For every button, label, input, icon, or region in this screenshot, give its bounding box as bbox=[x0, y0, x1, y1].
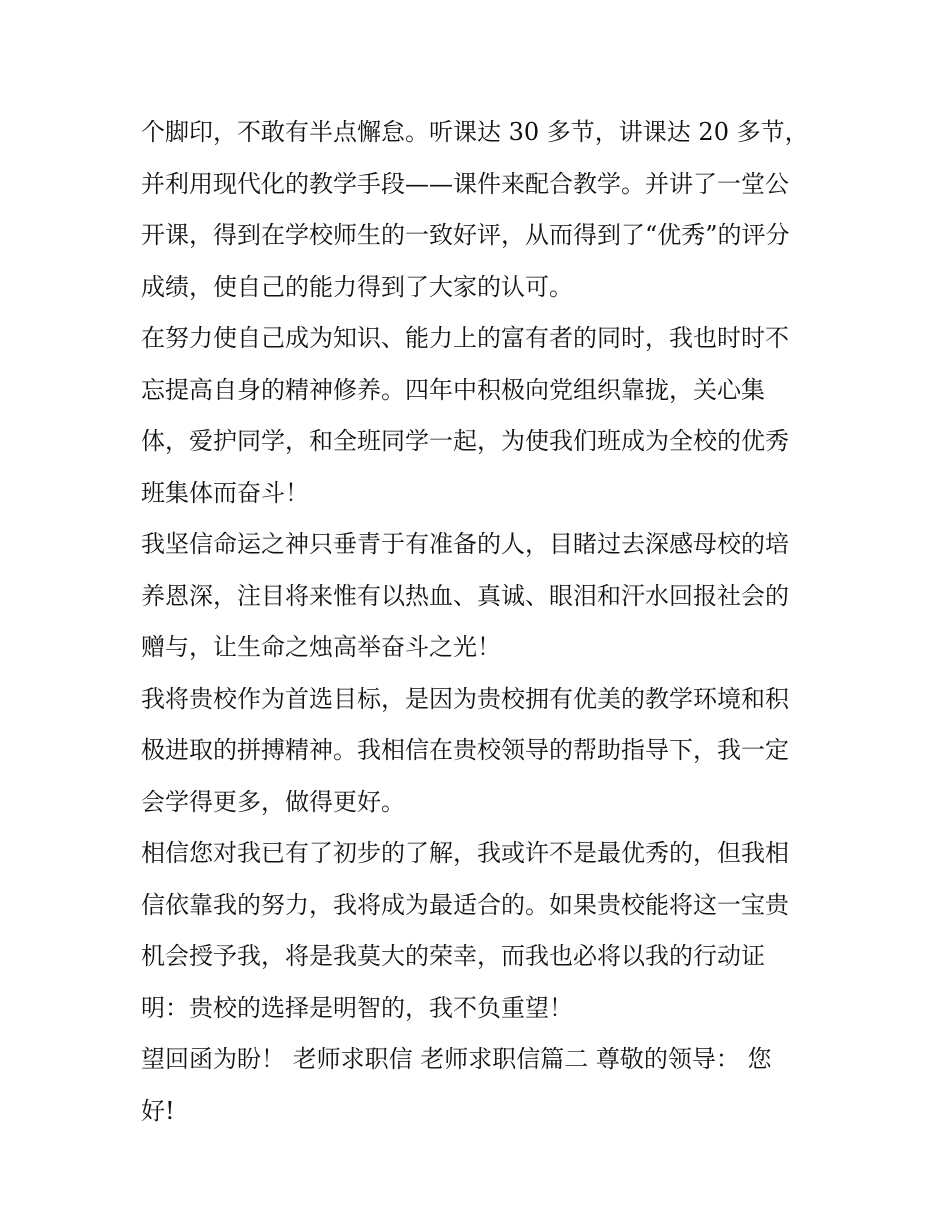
text-line: 望回函为盼！ 老师求职信 老师求职信篇二 尊敬的领导： 您 bbox=[141, 1045, 772, 1073]
text-line: 开课，得到在学校师生的一致好评，从而得到了“优秀”的评分 bbox=[141, 221, 790, 249]
text-line: 我坚信命运之神只垂青于有准备的人，目睹过去深感母校的培 bbox=[141, 530, 789, 558]
text-line: 班集体而奋斗！ bbox=[141, 478, 309, 507]
text-line: 成绩，使自己的能力得到了大家的认可。 bbox=[141, 272, 573, 301]
text-line: 并利用现代化的教学手段——课件来配合教学。并讲了一堂公 bbox=[141, 169, 789, 198]
text-line: 信依靠我的努力，我将成为最适合的。如果贵校能将这一宝贵 bbox=[141, 890, 789, 919]
text-line: 忘提高自身的精神修养。四年中积极向党组织靠拢，关心集 bbox=[141, 375, 765, 404]
text-line: 在努力使自己成为知识、能力上的富有者的同时，我也时时不 bbox=[141, 324, 789, 352]
text-line: 会学得更多，做得更好。 bbox=[141, 787, 405, 816]
text-line: 机会授予我，将是我莫大的荣幸，而我也必将以我的行动证 bbox=[141, 942, 765, 970]
text-line: 养恩深，注目将来惟有以热血、真诚、眼泪和汗水回报社会的 bbox=[141, 581, 789, 610]
text-line: 好! bbox=[141, 1096, 175, 1125]
text-line: 极进取的拼搏精神。我相信在贵校领导的帮助指导下，我一定 bbox=[141, 736, 789, 764]
text-line: 明：贵校的选择是明智的，我不负重望！ bbox=[141, 993, 573, 1022]
text-line: 相信您对我已有了初步的了解，我或许不是最优秀的，但我相 bbox=[141, 839, 789, 867]
text-line: 我将贵校作为首选目标，是因为贵校拥有优美的教学环境和积 bbox=[141, 684, 789, 713]
text-line: 赠与，让生命之烛高举奋斗之光！ bbox=[141, 633, 501, 661]
text-line: 个脚印，不敢有半点懈怠。听课达 30 多节，讲课达 20 多节， bbox=[141, 118, 809, 146]
text-line: 体，爱护同学，和全班同学一起，为使我们班成为全校的优秀 bbox=[141, 427, 789, 455]
letter-body bbox=[141, 107, 813, 1137]
